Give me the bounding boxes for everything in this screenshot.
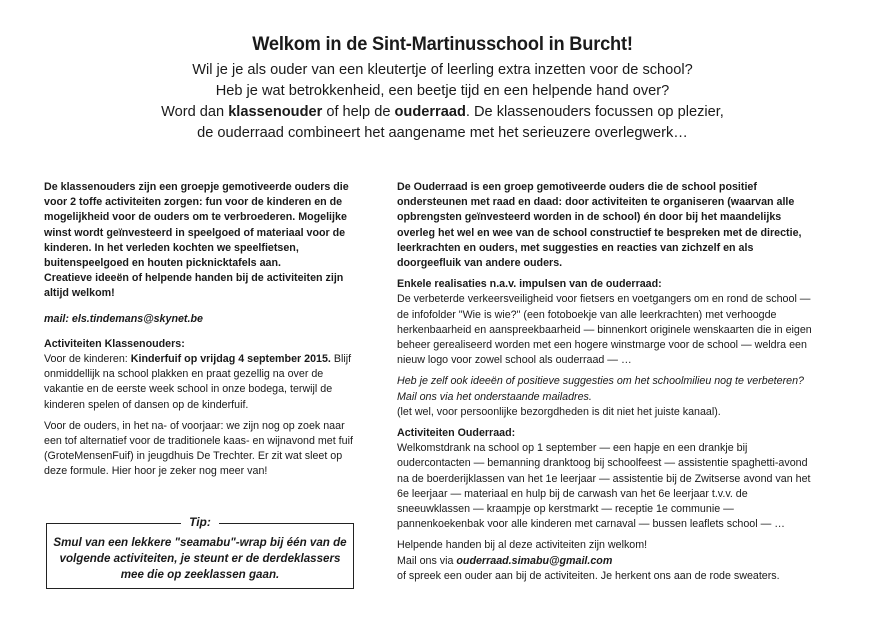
emphasis-klassenouders: klassenouders — [60, 181, 136, 193]
kids-activity-text — [44, 352, 364, 413]
tip-text: Smul van een lekkere "seamabu"-wrap bij één van de volgende activiteiten, je steunt er de derdeklassers mee die op zeeklassen gaan. — [53, 536, 347, 581]
mail-label: mail: — [44, 312, 72, 325]
tip-label — [47, 515, 353, 529]
text-run: is een groep gemotiveerde ouders die de school positief ondersteunen met raad en daad: door activiteiten te organiseren (waarvan alle opbrengsten geïnvesteerd worden in de school) én door bij het maandelijks overleg het wel en wee van de school constructief te bespreken met de directie, leerkrachten en ouders, met suggesties en reacties van zichzelf en als doorgeefluik van andere ouders. — [397, 181, 802, 270]
closing-text: of spreek een ouder aan bij de activiteiten. Je herkent ons aan de rode sweaters. — [397, 569, 780, 582]
contact-mail — [44, 312, 364, 327]
text-run: Blijf onmiddellijk na school plakken en praat gezellig na over de vakantie en de eerste week school in onze bodega, terwijl de kinderen spelen of dansen op de kinderfuif. — [44, 353, 352, 411]
emphasis-kinderfuif: Kinderfuif op vrijdag 4 september 2015. — [130, 353, 331, 366]
ouderraad-intro — [397, 180, 817, 271]
klassenouders-intro — [44, 180, 364, 271]
text-run: . De klassenouders focussen op plezier, — [465, 104, 724, 120]
creative-ideas-text: Creatieve ideeën of helpende handen bij de activiteiten zijn altijd welkom! — [44, 272, 344, 300]
text-run: De — [397, 181, 414, 193]
tip-label-text: Tip: — [181, 515, 219, 529]
section-heading: Activiteiten Klassenouders: — [44, 337, 185, 350]
text-run: zijn een groepje gemotiveerde ouders die voor 2 toffe activiteiten zorgen: fun voor de kinderen en de mogelijkheid voor de ouders om te verbroederen. Mogelijke winst wordt geïnvesteerd in speelgoed of materiaal voor de kinderen. In het verleden kochten we speelfietsen, buitenspeelgoed en houten picknicktafels aan. — [44, 181, 349, 270]
mail-link[interactable]: ouderraad.simabu@gmail.com — [456, 554, 613, 567]
text-run: De — [44, 181, 61, 193]
realisations-text: De verbeterde verkeersveiligheid voor fietsers en voetgangers om en rond de school — de infofolder "Wie is wie?" (een fotoboekje van alle leerkrachten) met verhoogde herkenbaarheid en aanspreekbaarheid — binnenkort originele wenskaarten die in eigen beheer gerealiseerd worden met een hogere winstmarge voor de school — weldra een nieuw logo voor zowel school als ouderraad — … — [397, 293, 812, 367]
intro-line: Wil je je als ouder van een kleutertje of leerling extra inzetten voor de school? — [192, 62, 693, 78]
tip-box — [46, 515, 354, 589]
mail-link[interactable]: els.tindemans@skynet.be — [71, 312, 203, 325]
left-column — [44, 180, 364, 480]
emphasis-ouderraad: ouderraad — [394, 104, 466, 120]
ouderraad-activities-text: Welkomstdrank na school op 1 september — een hapje en een drankje bij oudercontacten — bemanning dranktoog bij schoolfeest — assistentie spaghetti-avond na de boerderijklassen van het 1e leerjaar — assistentie bij de Zwitserse avond van het 6e leerjaar — materiaal en hulp bij de carwash van het 6e leerjaar t.v.v. de sneeuwklassen — kraampje op kerstmarkt — receptie 1e communie — pannenkoekenbak voor alle kinderen met carnaval — bussen leaflets school — … — [397, 442, 811, 531]
right-column — [397, 180, 817, 584]
help-text: Helpende handen bij al deze activiteiten zijn welkom! — [397, 539, 648, 552]
text-run: of help de — [322, 104, 395, 120]
mail-label: Mail ons via — [397, 554, 457, 567]
intro-text — [0, 60, 885, 144]
page-title: Welkom in de Sint-Martinusschool in Burcht! — [252, 34, 633, 55]
ideas-note: (let wel, voor persoonlijke bezorgdheden is dit niet het juiste kanaal). — [397, 405, 721, 418]
contact-mail — [397, 554, 817, 569]
emphasis-ouderraad: Ouderraad — [413, 181, 468, 193]
header — [0, 34, 885, 144]
intro-line: Heb je wat betrokkenheid, een beetje tijd en een helpende hand over? — [215, 83, 670, 99]
ideas-text: Heb je zelf ook ideeën of positieve suggesties om het schoolmilieu nog te verbeteren? Mail ons via het onderstaande mailadres. — [397, 375, 804, 403]
section-heading: Enkele realisaties n.a.v. impulsen van de ouderraad: — [397, 278, 662, 291]
emphasis-klassenouder: klassenouder — [228, 104, 323, 120]
text-run: Voor de kinderen: — [44, 353, 131, 366]
section-heading: Activiteiten Ouderraad: — [397, 427, 516, 440]
text-run: Word dan — [161, 104, 229, 120]
intro-line: de ouderraad combineert het aangename met het serieuzere overlegwerk… — [197, 125, 688, 141]
parents-activity-text: Voor de ouders, in het na- of voorjaar: we zijn nog op zoek naar een tof alternatief voor de traditionele kaas- en wijnavond met fuif (GroteMensenFuif) in jeugdhuis De Trechter. Er zit wat sleet op deze formule. Hier hoor je zeker nog meer van! — [44, 419, 353, 478]
intro-line — [0, 102, 885, 123]
